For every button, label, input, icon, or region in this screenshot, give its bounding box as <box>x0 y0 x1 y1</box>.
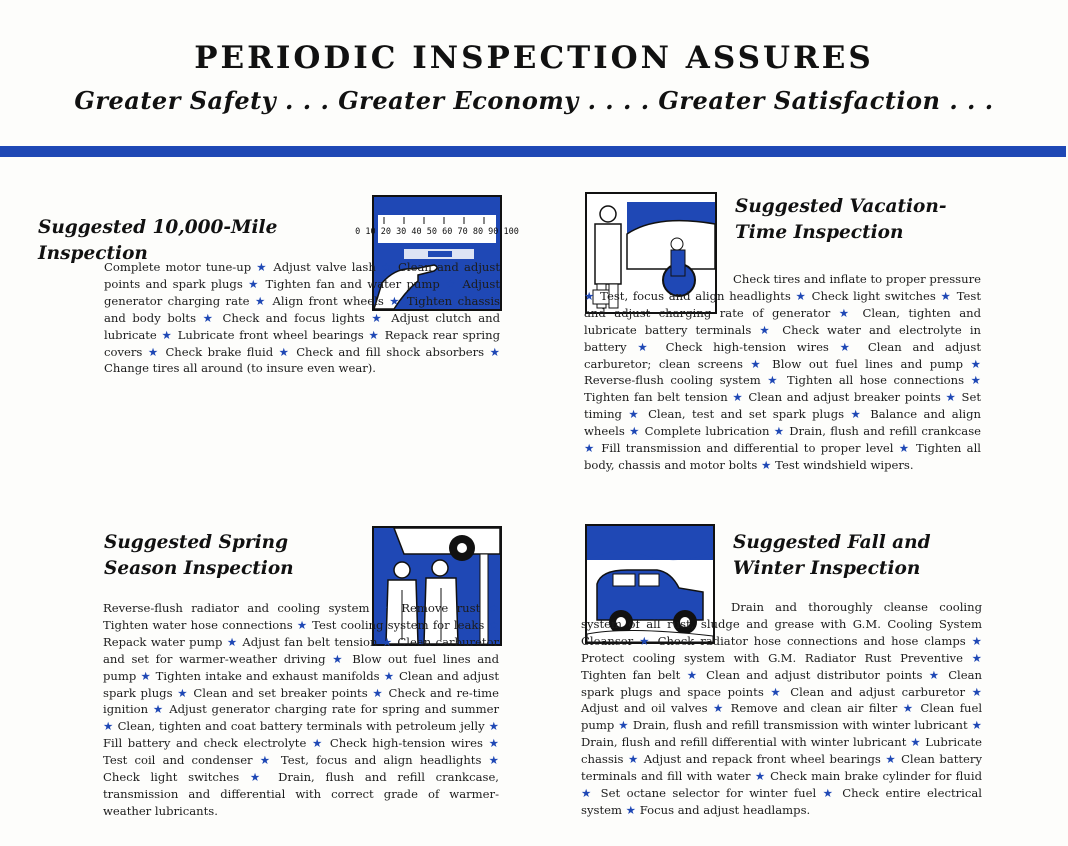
star-icon: ★ <box>325 651 353 666</box>
vacation-item: Tighten fan belt tension <box>584 390 728 405</box>
star-icon: ★ <box>242 276 266 291</box>
star-icon: ★ <box>967 718 982 733</box>
spring-item: Clean, tighten and coat battery terminals with petroleum jelly <box>117 719 485 734</box>
star-icon: ★ <box>196 310 223 325</box>
star-icon: ★ <box>249 293 273 308</box>
star-icon: ★ <box>769 424 790 439</box>
spring-item: Adjust fan belt tension <box>242 634 378 649</box>
star-icon: ★ <box>757 457 776 472</box>
mile-heading: Suggested 10,000-Mile Inspection <box>38 217 278 264</box>
page-subtitle: Greater Safety . . . Greater Economy . . . . Greater Satisfaction . . . <box>74 86 994 115</box>
star-icon: ★ <box>367 685 389 700</box>
spring-item: Clean and set breaker points <box>193 685 368 700</box>
star-icon: ★ <box>439 276 463 291</box>
star-icon: ★ <box>251 260 274 274</box>
fall-item: Check entire electrical system <box>581 785 982 817</box>
spring-item: Clean carburetor and set for warmer-weather driving <box>103 634 500 666</box>
spring-item: Test cooling system for leaks <box>312 617 485 632</box>
mile-item: Check and fill shock absorbers <box>296 344 485 359</box>
star-icon: ★ <box>379 668 399 683</box>
star-icon: ★ <box>963 356 981 371</box>
star-icon: ★ <box>584 441 602 456</box>
vacation-item: Clean and adjust breaker points <box>748 390 941 405</box>
star-icon: ★ <box>922 667 949 682</box>
mile-item: Clean and adjust points and spark plugs <box>104 260 501 291</box>
spring-item: Fill battery and check electrolyte <box>103 736 307 751</box>
fall-item: Focus and adjust headlamps. <box>639 802 811 817</box>
fall-item: Remove and clean air filter <box>730 701 898 716</box>
spring-item: Reverse-flush radiator and cooling system <box>103 601 370 615</box>
star-icon: ★ <box>484 617 499 632</box>
vacation-item: Complete lubrication <box>644 424 770 439</box>
star-icon: ★ <box>363 327 385 342</box>
star-icon: ★ <box>624 424 645 439</box>
star-icon: ★ <box>880 752 902 767</box>
star-icon: ★ <box>893 441 917 456</box>
star-icon: ★ <box>742 356 773 371</box>
vacation-item: Test, focus and align headlights <box>600 288 791 303</box>
mile-item: Check and focus lights <box>222 310 365 325</box>
star-icon: ★ <box>614 718 633 733</box>
vacation-item: Test and adjust charging rate of generator <box>584 288 981 320</box>
mile-item: Adjust generator charging rate <box>104 276 500 308</box>
star-icon: ★ <box>626 339 666 354</box>
star-icon: ★ <box>383 293 407 308</box>
mile-item: Lubricate front wheel bearings <box>177 327 364 342</box>
star-icon: ★ <box>584 288 601 303</box>
star-icon: ★ <box>828 339 868 354</box>
vacation-item: Tighten all body, chassis and motor bolts <box>584 441 981 472</box>
vacation-item: Check tires and inflate to proper pressure <box>733 272 981 286</box>
vacation-item: Clean, test and set spark plugs <box>648 407 845 422</box>
star-icon: ★ <box>484 719 499 734</box>
fall-item: Check radiator hose connections and hose clamps <box>657 633 966 648</box>
spring-heading: Suggested Spring Season Inspection <box>104 532 294 579</box>
fall-item: Clean battery terminals and fill with water <box>581 752 982 784</box>
star-icon: ★ <box>136 668 156 683</box>
star-icon: ★ <box>962 650 982 665</box>
star-icon: ★ <box>727 390 749 405</box>
star-icon: ★ <box>482 736 499 751</box>
star-icon: ★ <box>142 344 166 359</box>
fall-item: Drain and thoroughly cleanse cooling system of all rust, sludge and grease with G.M. Cooling System Cleanser <box>581 600 982 648</box>
spring-item: Check and re-time ignition <box>103 685 499 717</box>
star-icon: ★ <box>222 634 243 649</box>
vacation-heading: Suggested Vacation-Time Inspection <box>735 196 947 243</box>
spring-body <box>103 600 499 820</box>
fall-item: Drain, flush and refill transmission with winter lubricant <box>632 718 968 733</box>
mile-item: Change tires all around (to insure even wear). <box>104 361 376 376</box>
gauge-scale: 0 10 20 30 40 50 60 70 80 90 100 <box>355 227 519 237</box>
mile-body <box>104 259 500 377</box>
star-icon: ★ <box>844 407 871 422</box>
fall-item: Clean and adjust distributor points <box>706 667 923 682</box>
vacation-item: Check high-tension wires <box>665 339 829 354</box>
fall-item: Protect cooling system with G.M. Radiator Rust Preventive <box>581 650 963 665</box>
star-icon: ★ <box>273 344 297 359</box>
star-icon: ★ <box>252 753 281 768</box>
spring-item: Clean and adjust spark plugs <box>103 668 499 700</box>
star-icon: ★ <box>103 719 118 734</box>
mile-item: Check brake fluid <box>165 344 274 359</box>
star-icon: ★ <box>581 785 601 800</box>
star-icon: ★ <box>964 373 981 388</box>
star-icon: ★ <box>369 601 402 615</box>
mile-item: Tighten fan and water pump <box>265 276 440 291</box>
fall-body <box>581 599 982 819</box>
fall-item: Check main brake cylinder for fluid <box>770 769 982 784</box>
star-icon: ★ <box>480 601 499 615</box>
star-icon: ★ <box>364 310 392 325</box>
page-title: PERIODIC INSPECTION ASSURES <box>194 40 874 76</box>
spring-item: Repack water pump <box>103 634 223 649</box>
spring-item: Blow out fuel lines and pump <box>103 651 499 683</box>
star-icon: ★ <box>306 736 330 751</box>
star-icon: ★ <box>239 770 279 785</box>
mile-item: Complete motor tune-up <box>104 260 252 274</box>
spring-item: Adjust generator charging rate for spring and summer <box>169 702 499 717</box>
fall-item: Drain, flush and refill differential with winter lubricant <box>581 735 907 750</box>
star-icon: ★ <box>292 617 313 632</box>
star-icon: ★ <box>965 684 982 699</box>
spring-item: Remove rust <box>401 601 481 615</box>
star-icon: ★ <box>156 327 178 342</box>
vacation-item: Clean, tighten and lubricate battery terminals <box>584 305 982 337</box>
star-icon: ★ <box>897 701 921 716</box>
vacation-item: Fill transmission and differential to proper level <box>601 441 894 456</box>
star-icon: ★ <box>680 667 707 682</box>
star-icon: ★ <box>906 735 926 750</box>
star-icon: ★ <box>481 753 499 768</box>
vacation-body <box>584 271 981 474</box>
spring-item: Tighten water hose connections <box>103 617 293 632</box>
fall-heading: Suggested Fall and Winter Inspection <box>733 532 931 579</box>
spring-item: Check high-tension wires <box>329 736 483 751</box>
fall-item: Clean and adjust carburetor <box>790 684 966 699</box>
fall-item: Clean spark plugs and space points <box>581 667 983 699</box>
star-icon: ★ <box>965 633 983 648</box>
vacation-item: Check water and electrolyte in battery <box>584 322 981 354</box>
star-icon: ★ <box>377 634 398 649</box>
vacation-item: Test windshield wipers. <box>775 457 914 472</box>
fall-item: Lubricate chassis <box>581 735 983 767</box>
star-icon: ★ <box>172 685 194 700</box>
vacation-item: Clean and adjust carburetor; clean screens <box>584 339 982 371</box>
star-icon: ★ <box>816 785 843 800</box>
vacation-item: Tighten all hose connections <box>787 373 965 388</box>
spring-item: Test coil and condenser <box>103 753 253 768</box>
star-icon: ★ <box>751 322 783 337</box>
mile-item: Align front wheels <box>272 293 384 308</box>
star-icon: ★ <box>633 633 658 648</box>
blue-divider <box>0 146 1066 157</box>
star-icon: ★ <box>148 702 170 717</box>
star-icon: ★ <box>940 390 962 405</box>
mile-item: Adjust clutch and lubricate <box>104 310 501 342</box>
star-icon: ★ <box>621 407 649 422</box>
star-icon: ★ <box>484 344 500 359</box>
star-icon: ★ <box>935 288 957 303</box>
star-icon: ★ <box>830 305 863 320</box>
fall-item: Set octane selector for winter fuel <box>600 785 817 800</box>
star-icon: ★ <box>707 701 731 716</box>
vacation-item: Reverse-flush cooling system <box>584 373 761 388</box>
spring-item: Drain, flush and refill crankcase, transmission and differential with correct grade of warmer-weather lubricants. <box>103 770 499 818</box>
mile-item: Repack rear spring covers <box>104 327 500 359</box>
fall-item: Adjust and repack front wheel bearings <box>643 752 881 767</box>
mile-item: Tighten chassis and body bolts <box>104 293 501 325</box>
star-icon: ★ <box>763 684 791 699</box>
star-icon: ★ <box>790 288 812 303</box>
fall-item: Tighten fan belt <box>581 667 681 682</box>
star-icon: ★ <box>623 752 644 767</box>
mile-item: Adjust valve lash <box>273 260 376 274</box>
vacation-item: Balance and align wheels <box>584 407 981 439</box>
spring-item: Tighten intake and exhaust manifolds <box>155 668 380 683</box>
star-icon: ★ <box>621 802 640 817</box>
vacation-item: Set timing <box>584 390 982 422</box>
fall-item: Adjust and oil valves <box>581 701 708 716</box>
vacation-item: Check light switches <box>811 288 936 303</box>
star-icon: ★ <box>760 373 788 388</box>
fall-item: Clean fuel pump <box>581 701 983 733</box>
star-icon: ★ <box>750 769 771 784</box>
star-icon: ★ <box>375 260 399 274</box>
vacation-item: Blow out fuel lines and pump <box>772 356 964 371</box>
spring-item: Check light switches <box>103 770 240 785</box>
spring-item: Test, focus and align headlights <box>280 753 482 768</box>
vacation-item: Drain, flush and refill crankcase <box>789 424 982 439</box>
